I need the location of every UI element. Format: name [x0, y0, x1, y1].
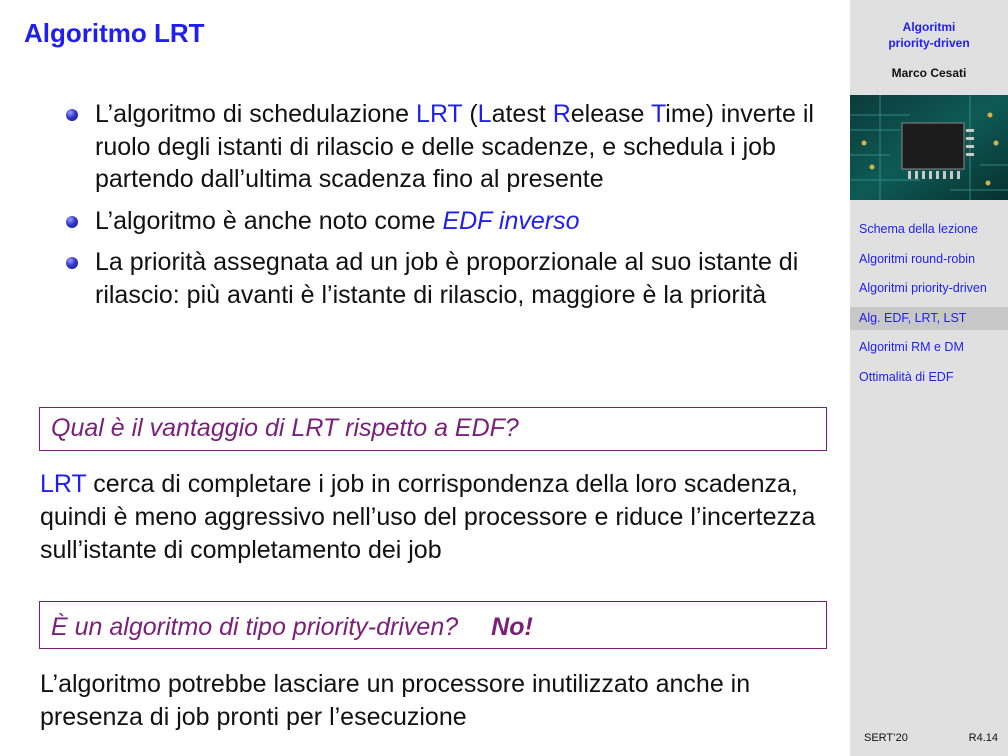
sidebar-item-edf-lrt-lst[interactable]: Alg. EDF, LRT, LST — [850, 307, 1008, 330]
question-box — [39, 407, 827, 451]
sidebar-title-line: Algoritmi — [902, 20, 956, 34]
sidebar-title[interactable] — [850, 19, 1008, 51]
question-text: Qual è il vantaggio di LRT rispetto a EDF? — [51, 414, 519, 442]
acronym-letter: T — [650, 100, 666, 128]
lrt-term: LRT — [40, 470, 87, 498]
bullet-item — [64, 246, 824, 311]
sidebar-item-schema[interactable]: Schema della lezione — [859, 222, 978, 236]
sidebar-item-round-robin[interactable]: Algoritmi round-robin — [859, 251, 976, 266]
bullet-icon — [66, 257, 78, 269]
bullet-icon — [66, 109, 78, 121]
sidebar-item-rm-dm[interactable]: Algoritmi RM e DM — [859, 340, 964, 354]
conclusion-paragraph: L’algoritmo potrebbe lasciare un processore inutilizzato anche in presenza di job pronti per l’esecuzione — [40, 670, 751, 731]
bullet-text: ( — [462, 100, 478, 128]
question-box — [39, 601, 827, 649]
sidebar-nav — [850, 218, 1008, 395]
acronym-letter: R — [552, 100, 571, 128]
answer-text: cerca di completare i job in corrispondenza della loro scadenza, quindi è meno aggressivo nell’uso del processore e riduce l’incertezza sull’istante di completamento dei job — [40, 470, 816, 564]
sidebar — [850, 0, 1008, 756]
bullet-item — [64, 98, 824, 196]
answer-paragraph — [40, 468, 820, 567]
bullet-text: ime) inverte il ruolo degli istanti di rilascio e delle scadenze, e schedula i job partendo dall’ultima scadenza fino al presente — [95, 100, 814, 193]
sidebar-item-priority-driven[interactable]: Algoritmi priority-driven — [859, 281, 987, 295]
sidebar-author: Marco Cesati — [891, 66, 967, 80]
question-text: È un algoritmo di tipo priority-driven? — [51, 613, 459, 641]
bullet-text: atest — [491, 100, 553, 128]
footer-slide-number: R4.14 — [968, 732, 998, 744]
bullet-list — [64, 98, 824, 320]
bullet-text: elease — [570, 100, 651, 128]
bullet-item — [64, 205, 824, 238]
slide-title: Algoritmo LRT — [24, 18, 205, 48]
sidebar-title-line: priority-driven — [888, 36, 970, 50]
edf-inverso-term: EDF inverso — [442, 206, 580, 235]
footer-course: SERT’20 — [864, 732, 908, 744]
lrt-term: LRT — [416, 100, 463, 128]
bullet-text: La priorità assegnata ad un job è proporzionale al suo istante di rilascio: più avanti è l’istante di rilascio, maggiore è la priorità — [95, 248, 799, 309]
bullet-icon — [66, 216, 78, 228]
question-answer: No! — [491, 613, 533, 641]
acronym-letter: L — [477, 100, 492, 128]
bullet-text: L’algoritmo di schedulazione — [95, 100, 417, 128]
bullet-text: L’algoritmo è anche noto come — [95, 206, 443, 235]
sidebar-item-ottimalita-edf[interactable]: Ottimalità di EDF — [859, 369, 954, 384]
circuit-board-image — [850, 95, 1008, 200]
